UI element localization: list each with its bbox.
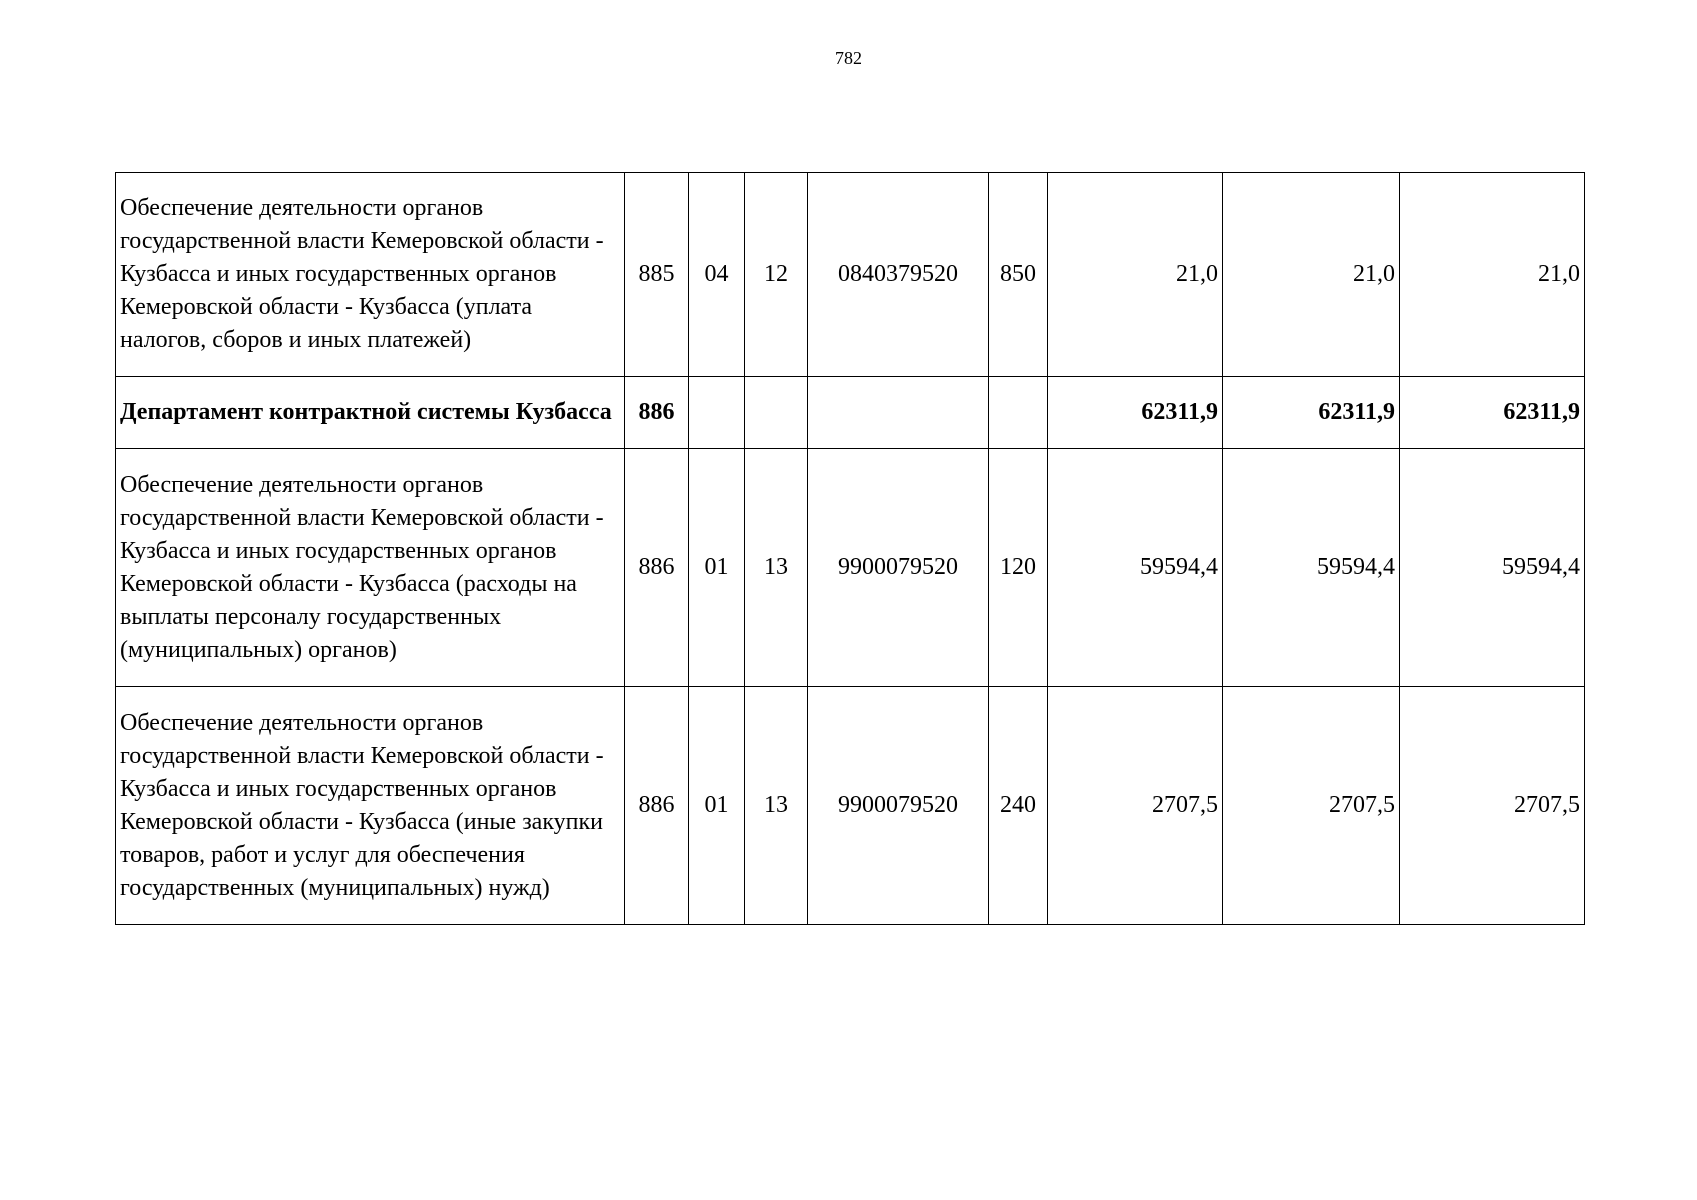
expense-type-code: 240	[989, 687, 1048, 925]
table-row-department-total	[116, 377, 1585, 449]
section-code: 04	[689, 173, 745, 377]
target-article-code: 0840379520	[808, 173, 989, 377]
amount-year-2: 62311,9	[1223, 377, 1400, 449]
subsection-code: 13	[745, 687, 808, 925]
ministry-code: 886	[625, 377, 689, 449]
section-code	[689, 377, 745, 449]
row-description: Департамент контрактной системы Кузбасса	[116, 377, 625, 449]
table-row	[116, 687, 1585, 925]
ministry-code: 886	[625, 687, 689, 925]
expense-type-code: 850	[989, 173, 1048, 377]
amount-year-1: 59594,4	[1048, 449, 1223, 687]
subsection-code: 12	[745, 173, 808, 377]
expense-type-code	[989, 377, 1048, 449]
table-row	[116, 449, 1585, 687]
target-article-code: 9900079520	[808, 449, 989, 687]
row-description: Обеспечение деятельности органов государственной власти Кемеровской области - Кузбасса и иных государственных органов Кемеровской области - Кузбасса (уплата налогов, сборов и иных платежей)	[116, 173, 625, 377]
section-code: 01	[689, 687, 745, 925]
ministry-code: 885	[625, 173, 689, 377]
amount-year-3: 21,0	[1400, 173, 1585, 377]
expense-type-code: 120	[989, 449, 1048, 687]
amount-year-1: 21,0	[1048, 173, 1223, 377]
amount-year-3: 59594,4	[1400, 449, 1585, 687]
page-number: 782	[835, 48, 862, 68]
amount-year-2: 21,0	[1223, 173, 1400, 377]
ministry-code: 886	[625, 449, 689, 687]
amount-year-2: 59594,4	[1223, 449, 1400, 687]
target-article-code: 9900079520	[808, 687, 989, 925]
subsection-code: 13	[745, 449, 808, 687]
section-code: 01	[689, 449, 745, 687]
row-description: Обеспечение деятельности органов государственной власти Кемеровской области - Кузбасса и иных государственных органов Кемеровской области - Кузбасса (расходы на выплаты персоналу государственных (муниципальных) органов)	[116, 449, 625, 687]
amount-year-1: 62311,9	[1048, 377, 1223, 449]
target-article-code	[808, 377, 989, 449]
amount-year-3: 2707,5	[1400, 687, 1585, 925]
table-row	[116, 173, 1585, 377]
amount-year-1: 2707,5	[1048, 687, 1223, 925]
row-description: Обеспечение деятельности органов государственной власти Кемеровской области - Кузбасса и иных государственных органов Кемеровской области - Кузбасса (иные закупки товаров, работ и услуг для обеспечения государственных (муниципальных) нужд)	[116, 687, 625, 925]
subsection-code	[745, 377, 808, 449]
amount-year-3: 62311,9	[1400, 377, 1585, 449]
amount-year-2: 2707,5	[1223, 687, 1400, 925]
budget-table	[115, 172, 1585, 925]
